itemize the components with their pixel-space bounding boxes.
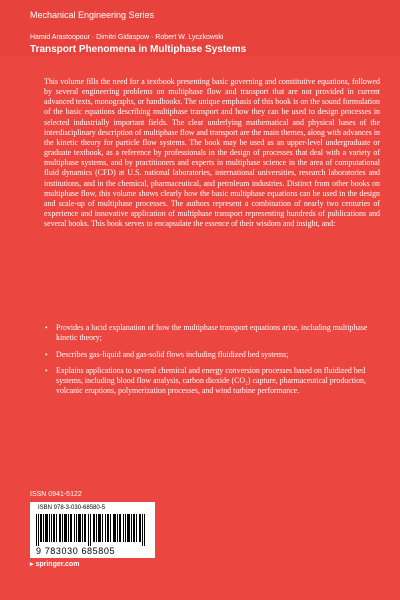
barcode-panel — [30, 502, 155, 558]
issn-number: ISSN 0941-5122 — [30, 491, 82, 498]
list-item-text: Provides a lucid explanation of how the multiphase transport equations arise, including multiphase kinetic theory; — [56, 323, 368, 343]
publisher-website: springer.com — [35, 561, 80, 568]
barcode-number: 9 783030 685805 — [36, 546, 116, 556]
list-item-text: Describes gas-liquid and gas-solid flows including fluidized bed systems; — [56, 349, 289, 359]
bullet-icon: • — [45, 365, 48, 375]
list-item — [44, 366, 380, 397]
book-title: Transport Phenomena in Multiphase Systems — [30, 44, 247, 55]
publisher-link[interactable] — [30, 560, 79, 568]
feature-list — [44, 323, 380, 403]
description-paragraph: This volume fills the need for a textbook presenting basic governing and constitutive equations, followed by several engineering problems on multiphase flow and transport that are not provided in current advanced texts, monographs, or handbooks. The unique emphasis of this book is on the sound formulation of the basic equations describing multiphase transport and how they can be used to design processes in selected industrially important fields. The clear underlying mathematical and physical bases of the interdisciplinary description of multiphase flow and transport are the main themes, along with advances in the kinetic theory for particle flow systems. The book may be used as an upper-level undergraduate or graduate textbook, as a reference by professionals in the design of processes that deal with a variety of multiphase systems, and by practitioners and experts in multiphase science in the area of computational fluid dynamics (CFD) at U.S. national laboratories, international universities, research laboratories and institutions, and in the chemical, pharmaceutical, and petroleum industries. Distinct from other books on multiphase flow, this volume shows clearly how the basic multiphase equations can be used in the design and scale-up of multiphase processes. The authors represent a combination of nearly two centuries of experience and innovative application of multiphase transport representing hundreds of publications and several books. This book serves to encapsulate the essence of their wisdom and insight, and: — [44, 77, 380, 229]
arrow-right-icon: ▸ — [30, 561, 34, 568]
series-name: Mechanical Engineering Series — [30, 10, 155, 20]
list-item — [44, 323, 380, 344]
author-list: Hamid Arastoopour · Dimitri Gidaspow · Robert W. Lyczkowski — [30, 34, 224, 41]
isbn-number: ISBN 978-3-030-68580-5 — [38, 505, 106, 511]
list-item — [44, 350, 380, 360]
list-item-text: Explains applications to several chemical and energy conversion processes based on fluidized bed systems, including blood flow analysis, carbon dioxide (CO₂) capture, pharmaceutical production, volcanic eruptions, polymerization processes, and wind turbine performance. — [56, 365, 366, 396]
barcode-icon — [36, 514, 149, 546]
bullet-icon: • — [45, 323, 48, 332]
bullet-icon: • — [45, 349, 48, 359]
